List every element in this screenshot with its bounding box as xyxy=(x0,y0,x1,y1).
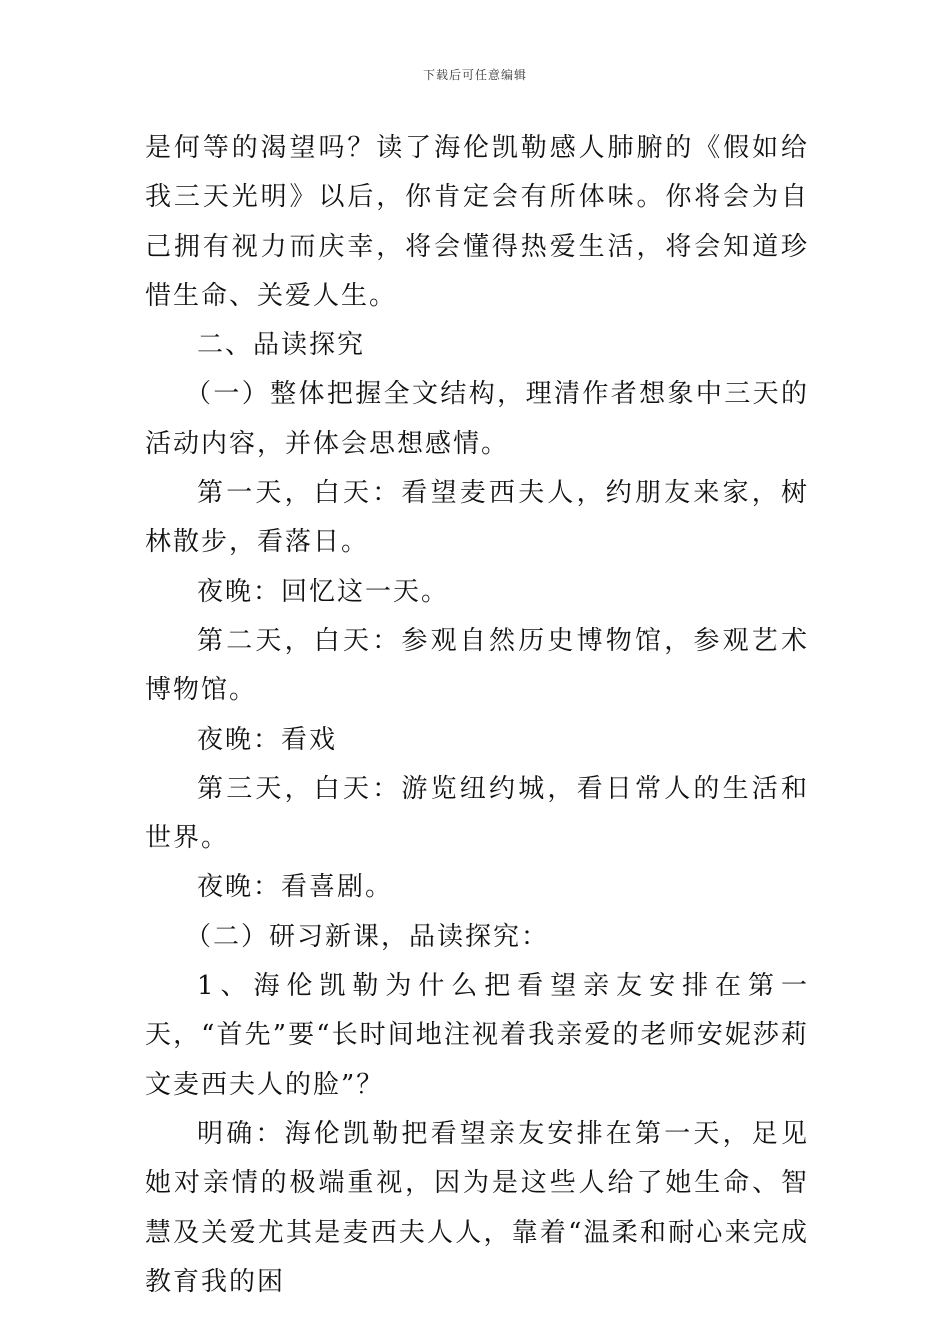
page-header: 下载后可任意编辑 xyxy=(422,68,527,82)
paragraph-day-three-night: 夜晚：看喜剧。 xyxy=(197,872,394,903)
section-heading-reading-exploration: 二、品读探究 xyxy=(197,330,366,361)
paragraph-day-one-night: 夜晚：回忆这一天。 xyxy=(197,576,450,607)
subsection-heading-study-new-lesson: （二）研习新课，品读探究： xyxy=(185,921,550,952)
paragraph-answer-one: 明确：海伦凯勒把看望亲友安排在第一天，足见她对亲情的极端重视，因为是这些人给了她生命、智慧及关爱尤其是麦西夫人人，靠着“温柔和耐心来完成教育我的困 xyxy=(145,1118,809,1297)
paragraph-question-one: 1、海伦凯勒为什么把看望亲友安排在第一天，“首先”要“长时间地注视着我亲爱的老师安妮莎莉文麦西夫人的脸”？ xyxy=(145,971,809,1100)
paragraph-day-one-daytime: 第一天，白天：看望麦西夫人，约朋友来家，树林散步，看落日。 xyxy=(145,478,809,558)
paragraph-intro-continuation: 是何等的渴望吗？读了海伦凯勒感人肺腑的《假如给我三天光明》以后，你肯定会有所体味。你将会为自己拥有视力而庆幸，将会懂得热爱生活，将会知道珍惜生命、关爱人生。 xyxy=(145,133,809,311)
paragraph-day-two-night: 夜晚：看戏 xyxy=(197,724,338,755)
paragraph-day-three-daytime: 第三天，白天：游览纽约城，看日常人的生活和世界。 xyxy=(145,773,809,854)
paragraph-day-two-daytime: 第二天，白天：参观自然历史博物馆，参观艺术博物馆。 xyxy=(145,625,809,706)
document-body xyxy=(145,124,809,1307)
subsection-heading-overall-structure: （一）整体把握全文结构，理清作者想象中三天的活动内容，并体会思想感情。 xyxy=(145,379,809,459)
